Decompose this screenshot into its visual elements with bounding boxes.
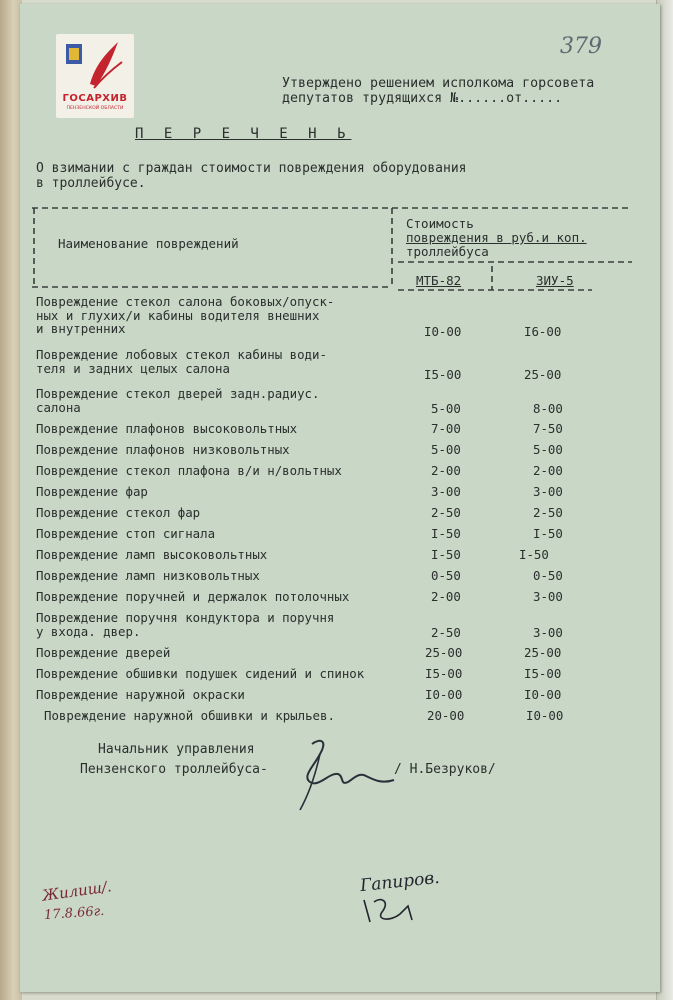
header-model-ziu: ЗИУ-5	[536, 273, 574, 288]
row-damage-name: Повреждение лобовых стекол кабины води- теля и задних целых салона	[36, 347, 327, 376]
row-cost-ziu: I-50	[519, 547, 549, 562]
header-cost-line-2: повреждения в руб.и коп.	[406, 230, 587, 245]
approval-line-1: Утверждено решением исполкома горсовета	[282, 76, 595, 91]
signatory-title-2: Пензенского троллейбуса-	[80, 762, 268, 777]
row-damage-name: Повреждение фар	[36, 484, 148, 499]
row-cost-mtb: 2-00	[431, 589, 461, 604]
signatory-name: / Н.Безруков/	[394, 762, 496, 777]
row-cost-mtb: 2-50	[431, 505, 461, 520]
row-damage-name: Повреждение стекол дверей задн.радиус. салона	[36, 386, 320, 415]
handwritten-note-line-1: Жилиш/.	[41, 877, 113, 905]
row-damage-name: Повреждение стекол салона боковых/опуск- ных и глухих/и кабины водителя внешних и внутренних	[36, 294, 335, 336]
row-cost-ziu: 5-00	[533, 442, 563, 457]
row-cost-ziu: I-50	[533, 526, 563, 541]
row-damage-name: Повреждение поручня кондуктора и поручня у входа. двер.	[36, 610, 335, 639]
row-cost-mtb: I-50	[431, 547, 461, 562]
row-cost-ziu: 2-00	[533, 463, 563, 478]
signatory-title-1: Начальник управления	[98, 742, 255, 757]
row-cost-ziu: 3-00	[533, 625, 563, 640]
row-damage-name: Повреждение поручней и держалок потолочных	[36, 589, 350, 604]
row-cost-mtb: 0-50	[431, 568, 461, 583]
archive-logo-subtitle: ПЕНЗЕНСКОЙ ОБЛАСТИ	[66, 106, 124, 111]
header-cost-line-1: Стоимость	[406, 216, 474, 231]
row-damage-name: Повреждение стекол фар	[36, 505, 201, 520]
row-cost-ziu: 8-00	[533, 401, 563, 416]
row-cost-mtb: 3-00	[431, 484, 461, 499]
handwritten-signature-bottom: Гапиров.	[359, 867, 441, 897]
row-damage-name: Повреждение наружной обшивки и крыльев.	[44, 708, 335, 723]
row-cost-mtb: I-50	[431, 526, 461, 541]
archive-logo-name: ГОСАРХИВ	[62, 93, 128, 104]
document-page	[20, 4, 660, 992]
approval-line-2: депутатов трудящихся №......от.....	[282, 91, 563, 106]
row-damage-name: Повреждение ламп высоковольтных	[36, 547, 268, 562]
row-cost-ziu: 7-50	[533, 421, 563, 436]
subtitle-line-2: в троллейбусе.	[36, 176, 146, 191]
row-cost-mtb: I0-00	[425, 687, 463, 702]
document-binding	[0, 0, 22, 1000]
header-model-mtb: МТБ-82	[416, 273, 462, 288]
handwritten-note-line-2: 17.8.66г.	[43, 903, 105, 924]
row-cost-ziu: 2-50	[533, 505, 563, 520]
row-damage-name: Повреждение ламп низковольтных	[36, 568, 260, 583]
row-cost-mtb: 7-00	[431, 421, 461, 436]
row-damage-name: Повреждение наружной окраски	[36, 687, 245, 702]
row-cost-mtb: 20-00	[427, 708, 465, 723]
row-cost-ziu: I5-00	[524, 666, 562, 681]
header-cost-line-3: троллейбуса	[406, 244, 489, 259]
row-cost-mtb: 5-00	[431, 442, 461, 457]
row-cost-mtb: 2-00	[431, 463, 461, 478]
row-cost-mtb: 25-00	[425, 645, 463, 660]
row-cost-ziu: 25-00	[524, 645, 562, 660]
row-damage-name: Повреждение стоп сигнала	[36, 526, 216, 541]
row-cost-mtb: 5-00	[431, 401, 461, 416]
row-cost-ziu: 3-00	[533, 589, 563, 604]
row-cost-ziu: I0-00	[524, 687, 562, 702]
signature-graphic	[290, 732, 410, 822]
handwritten-scribble	[360, 892, 430, 932]
row-damage-name: Повреждение стекол плафона в/и н/вольтных	[36, 463, 342, 478]
row-cost-mtb: I0-00	[424, 324, 462, 339]
row-cost-ziu: 0-50	[533, 568, 563, 583]
row-cost-ziu: 3-00	[533, 484, 563, 499]
row-cost-mtb: I5-00	[425, 666, 463, 681]
row-damage-name: Повреждение обшивки подушек сидений и спинок	[36, 666, 365, 681]
header-name-column: Наименование повреждений	[58, 236, 239, 251]
row-damage-name: Повреждение дверей	[36, 645, 171, 660]
page-number: 379	[560, 34, 602, 59]
document-title: П Е Р Е Ч Е Н Ь	[135, 126, 352, 142]
row-damage-name: Повреждение плафонов низковольтных	[36, 442, 290, 457]
subtitle-line-1: О взимании с граждан стоимости повреждения оборудования	[36, 161, 467, 176]
row-cost-mtb: I5-00	[424, 367, 462, 382]
row-damage-name: Повреждение плафонов высоковольтных	[36, 421, 298, 436]
table-header-frame	[20, 4, 660, 304]
row-cost-ziu: 25-00	[524, 367, 562, 382]
row-cost-mtb: 2-50	[431, 625, 461, 640]
row-cost-ziu: I6-00	[524, 324, 562, 339]
row-cost-ziu: I0-00	[526, 708, 564, 723]
